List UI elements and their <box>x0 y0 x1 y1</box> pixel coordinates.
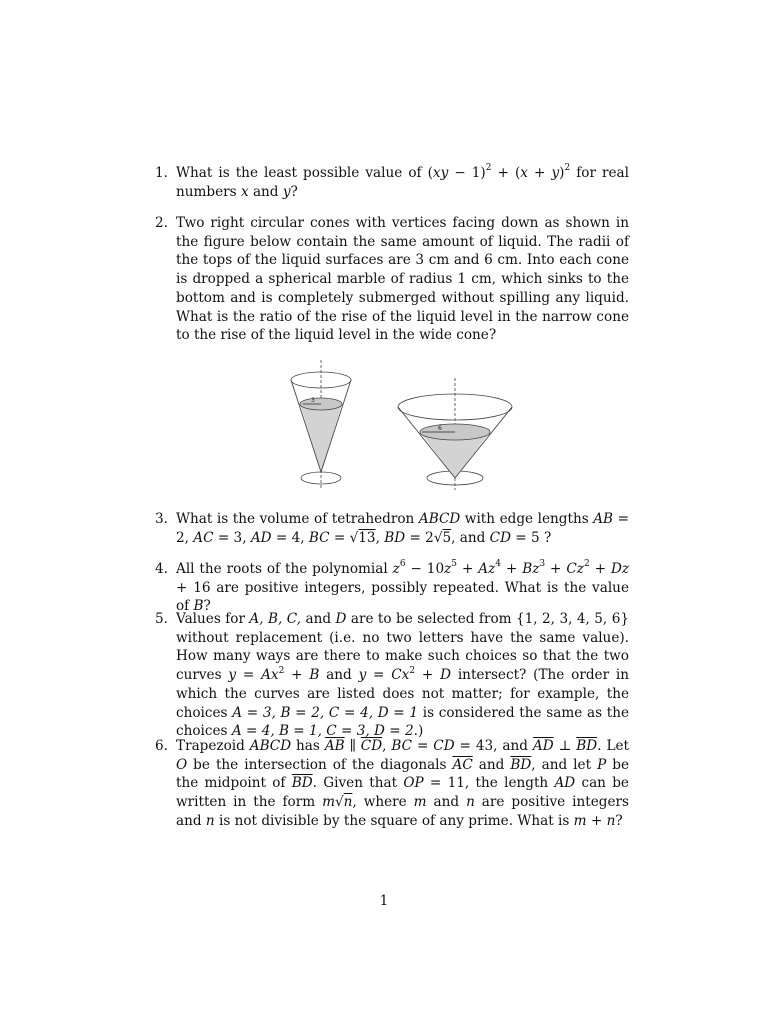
problem-number: 4. <box>155 561 168 577</box>
problem-number: 2. <box>155 215 168 231</box>
wide-radius-label: 6 <box>438 425 442 432</box>
problem-5 <box>155 610 629 741</box>
problem-number: 6. <box>155 738 168 754</box>
problem-number: 3. <box>155 511 168 527</box>
wide-cone <box>398 378 512 490</box>
problem-text: Values for A, B, C, and D are to be selected from {1, 2, 3, 4, 5, 6} without replacement (i.e. no two letters have the same value). How many ways are there to make such choices so that the two curves $y = Ax^2 + B$ and $y = Cx^2 + D$ intersect? (The order in which the curves are listed does not matter; for example, the choices A = 3, B = 2, C = 4, D = 1 is considered the same as the choices A = 4, B = 1, C = 3, D = 2.) <box>176 611 630 740</box>
problem-2 <box>155 214 629 345</box>
narrow-cone <box>291 360 351 490</box>
problem-text: All the roots of the polynomial $z^6 - 10z^5 + Az^4 + Bz^3 + Cz^2 + Dz + 16$ are positive integers, possibly repeated. What is the value of B? <box>176 559 629 615</box>
cones-figure <box>278 360 518 492</box>
problem-text: What is the volume of tetrahedron ABCD with edge lengths AB = 2, AC = 3, AD = 4, BC = √13, BD = 2√5, and CD = 5 ? <box>176 511 629 546</box>
narrow-radius-label: 3 <box>311 397 315 404</box>
problem-number: 5. <box>155 611 168 627</box>
problem-6 <box>155 737 629 831</box>
problem-text: Two right circular cones with vertices facing down as shown in the figure below contain the same amount of liquid. The radii of the tops of the liquid surfaces are 3 cm and 6 cm. Into each cone is dropped a spherical marble of radius 1 cm, which sinks to the bottom and is completely submerged without spilling any liquid. What is the ratio of the rise of the liquid level in the narrow cone to the rise of the liquid level in the wide cone? <box>176 215 629 344</box>
problem-4 <box>155 560 629 616</box>
problem-1 <box>155 164 629 201</box>
problem-text: Trapezoid ABCD has $\overline{AB}$ ∥ $\overline{CD}$, BC = CD = 43, and $\overline{AD}$ ⊥ $\overline{BD}$. Let O be the intersection of the diagonals $\overline{AC}$ and $\overline{BD}$, and let P be the midpoint of $\overline{BD}$. Given that OP = 11, the length AD can be written in the form m√n, where m and n are positive integers and n is not divisible by the square of any prime. What is m + n? <box>176 738 629 829</box>
page-number: 1 <box>379 893 389 909</box>
problem-3 <box>155 510 629 547</box>
problem-text: What is the least possible value of $(xy - 1)^2 + (x + y)^2$ for real numbers x and y? <box>176 163 630 200</box>
problem-number: 1. <box>155 165 168 181</box>
